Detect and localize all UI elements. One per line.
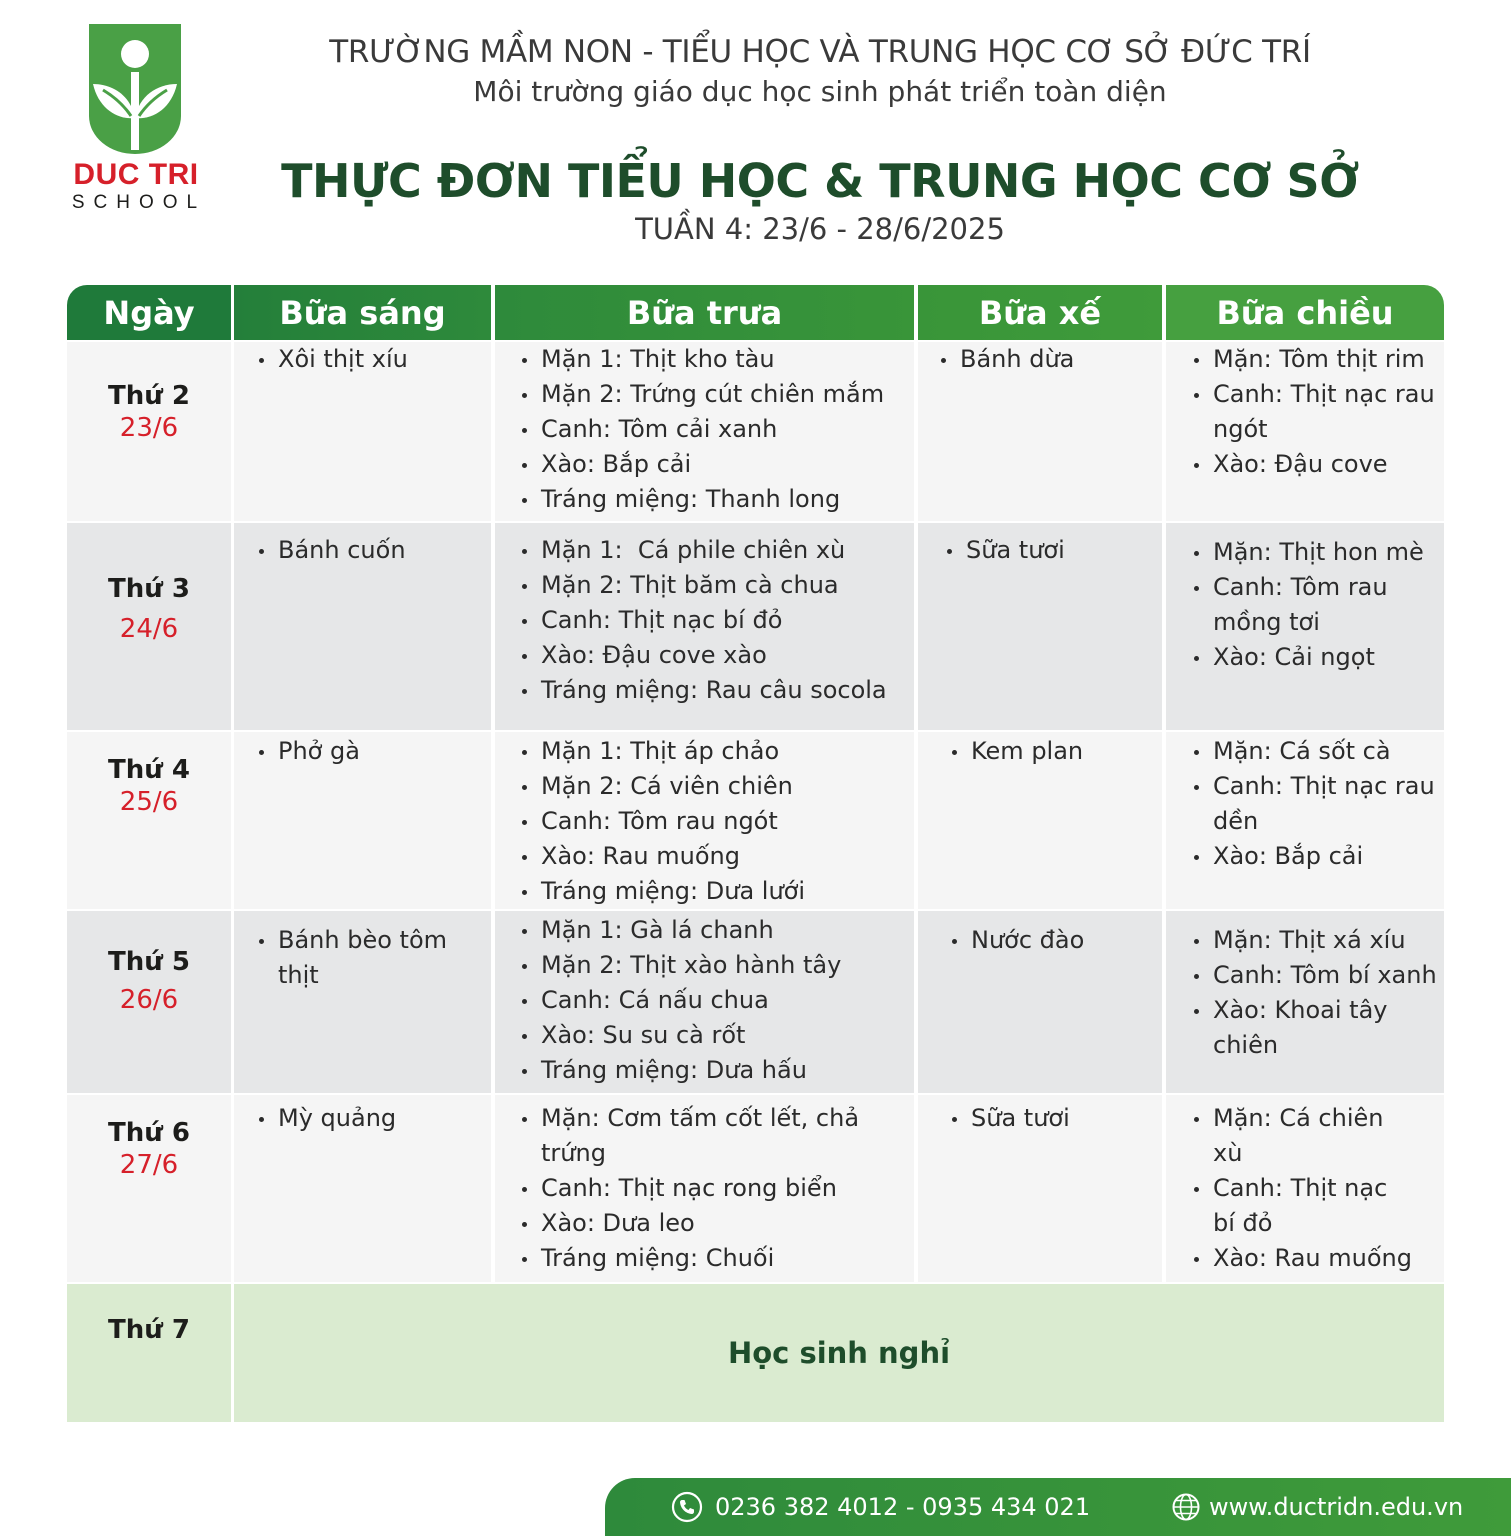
list-item: Xào: Đậu cove <box>1191 447 1441 482</box>
list-item: Canh: Thịt nạc bí đỏ <box>519 603 909 638</box>
dinner-cell <box>1166 523 1444 730</box>
list-item: Sữa tươi <box>944 533 1158 568</box>
day-cell <box>67 523 231 730</box>
day-date: 25/6 <box>119 787 179 817</box>
snack-cell <box>918 1095 1162 1282</box>
lunch-cell <box>495 523 914 730</box>
day-date: 24/6 <box>119 614 179 644</box>
list-item: Mặn: Tôm thịt rim <box>1191 342 1441 377</box>
globe-icon <box>1171 1492 1201 1522</box>
list-item: Mặn 2: Thịt băm cà chua <box>519 568 909 603</box>
logo-subtitle: SCHOOL <box>71 192 207 213</box>
list-item: Xào: Rau muống <box>1191 1241 1416 1276</box>
day-cell <box>67 911 231 1093</box>
snack-cell <box>918 342 1162 521</box>
list-item: Bánh bèo tôm thịt <box>256 923 456 993</box>
breakfast-cell <box>234 342 491 521</box>
list-item: Xào: Rau muống <box>519 839 909 874</box>
phone-icon <box>671 1491 703 1523</box>
list-item: Mặn 1: Thịt áp chảo <box>519 734 909 769</box>
column-header-snack: Bữa xế <box>918 285 1162 340</box>
list-item: Xôi thịt xíu <box>256 342 486 377</box>
list-item: Canh: Thịt nạc rau dền <box>1191 769 1441 839</box>
breakfast-cell <box>234 1095 491 1282</box>
list-item: Tráng miệng: Rau câu socola <box>519 673 909 708</box>
list-item: Canh: Tôm bí xanh <box>1191 958 1441 993</box>
list-item: Xào: Bắp cải <box>519 447 909 482</box>
table-row <box>67 342 1444 521</box>
list-item: Mặn 2: Cá viên chiên <box>519 769 909 804</box>
list-item: Canh: Tôm rau mồng tơi <box>1191 570 1441 640</box>
snack-cell <box>918 732 1162 909</box>
day-cell <box>67 732 231 909</box>
list-item: Xào: Khoai tây chiên <box>1191 993 1441 1063</box>
dinner-cell <box>1166 1095 1444 1282</box>
list-item: Mặn: Thịt hon mè <box>1191 535 1441 570</box>
column-header-lunch: Bữa trưa <box>495 285 914 340</box>
list-item: Canh: Tôm rau ngót <box>519 804 909 839</box>
list-item: Canh: Thịt nạc rau ngót <box>1191 377 1441 447</box>
list-item: Canh: Thịt nạc bí đỏ <box>1191 1171 1416 1241</box>
list-item: Xào: Đậu cove xào <box>519 638 909 673</box>
list-item: Bánh cuốn <box>256 533 486 568</box>
table-row <box>67 732 1444 909</box>
day-name: Thứ 6 <box>108 1118 190 1148</box>
column-header-dinner: Bữa chiều <box>1166 285 1444 340</box>
lunch-cell <box>495 342 914 521</box>
list-item: Tráng miệng: Dưa hấu <box>519 1053 909 1088</box>
list-item: Mặn 1: Gà lá chanh <box>519 913 909 948</box>
school-name: TRƯỜNG MẦM NON - TIỂU HỌC VÀ TRUNG HỌC CƠ SỞ ĐỨC TRÍ <box>329 34 1311 70</box>
list-item: Mặn: Cá chiên xù <box>1191 1101 1416 1171</box>
list-item: Mặn: Cá sốt cà <box>1191 734 1441 769</box>
table-row <box>67 1095 1444 1282</box>
day-name: Thứ 4 <box>108 755 190 785</box>
list-item: Mặn: Thịt xá xíu <box>1191 923 1441 958</box>
list-item: Tráng miệng: Chuối <box>519 1241 879 1276</box>
dinner-cell <box>1166 732 1444 909</box>
list-item: Sữa tươi <box>949 1101 1159 1136</box>
day-cell <box>67 342 231 521</box>
list-item: Xào: Dưa leo <box>519 1206 879 1241</box>
school-tagline: Môi trường giáo dục học sinh phát triển toàn diện <box>473 75 1167 108</box>
day-name: Thứ 7 <box>108 1315 190 1345</box>
list-item: Nước đào <box>949 923 1159 958</box>
table-row <box>67 911 1444 1093</box>
list-item: Canh: Cá nấu chua <box>519 983 909 1018</box>
breakfast-cell <box>234 911 491 1093</box>
website-link[interactable]: www.ductridn.edu.vn <box>1209 1493 1464 1521</box>
table-row <box>67 523 1444 730</box>
lunch-cell <box>495 732 914 909</box>
list-item: Tráng miệng: Dưa lưới <box>519 874 909 909</box>
breakfast-cell <box>234 732 491 909</box>
breakfast-cell <box>234 523 491 730</box>
day-date: 26/6 <box>119 985 179 1015</box>
list-item: Mặn 1: Thịt kho tàu <box>519 342 909 377</box>
day-off-note: Học sinh nghỉ <box>234 1284 1444 1422</box>
list-item: Mặn 2: Trứng cút chiên mắm <box>519 377 909 412</box>
day-cell <box>67 1284 231 1422</box>
logo-name: DUC TRI <box>73 158 199 191</box>
list-item: Tráng miệng: Thanh long <box>519 482 909 517</box>
list-item: Phở gà <box>256 734 486 769</box>
list-item: Xào: Su su cà rốt <box>519 1018 909 1053</box>
day-name: Thứ 2 <box>108 381 190 411</box>
sprout-logo-icon <box>89 24 181 154</box>
list-item: Xào: Bắp cải <box>1191 839 1441 874</box>
table-row-saturday <box>67 1284 1444 1422</box>
list-item: Canh: Thịt nạc rong biển <box>519 1171 879 1206</box>
day-date: 27/6 <box>119 1150 179 1180</box>
dinner-cell <box>1166 911 1444 1093</box>
school-logo <box>62 24 212 214</box>
day-name: Thứ 3 <box>108 574 190 604</box>
list-item: Mặn 1: Cá phile chiên xù <box>519 533 909 568</box>
list-item: Xào: Cải ngọt <box>1191 640 1441 675</box>
list-item: Bánh dừa <box>938 342 1158 377</box>
day-cell <box>67 1095 231 1282</box>
page-title: THỰC ĐƠN TIỂU HỌC & TRUNG HỌC CƠ SỞ <box>281 154 1359 208</box>
list-item: Mặn: Cơm tấm cốt lết, chả trứng <box>519 1101 879 1171</box>
lunch-cell <box>495 911 914 1093</box>
list-item: Mặn 2: Thịt xào hành tây <box>519 948 909 983</box>
list-item: Mỳ quảng <box>256 1101 486 1136</box>
column-header-day: Ngày <box>67 285 231 340</box>
snack-cell <box>918 523 1162 730</box>
phone-numbers[interactable]: 0236 382 4012 - 0935 434 021 <box>715 1493 1091 1521</box>
dinner-cell <box>1166 342 1444 521</box>
list-item: Canh: Tôm cải xanh <box>519 412 909 447</box>
snack-cell <box>918 911 1162 1093</box>
day-name: Thứ 5 <box>108 947 190 977</box>
contact-footer <box>605 1478 1511 1536</box>
column-header-breakfast: Bữa sáng <box>234 285 491 340</box>
week-range: TUẦN 4: 23/6 - 28/6/2025 <box>635 212 1005 246</box>
list-item: Kem plan <box>949 734 1159 769</box>
day-date: 23/6 <box>119 413 179 443</box>
menu-table <box>67 285 1444 1422</box>
lunch-cell <box>495 1095 914 1282</box>
